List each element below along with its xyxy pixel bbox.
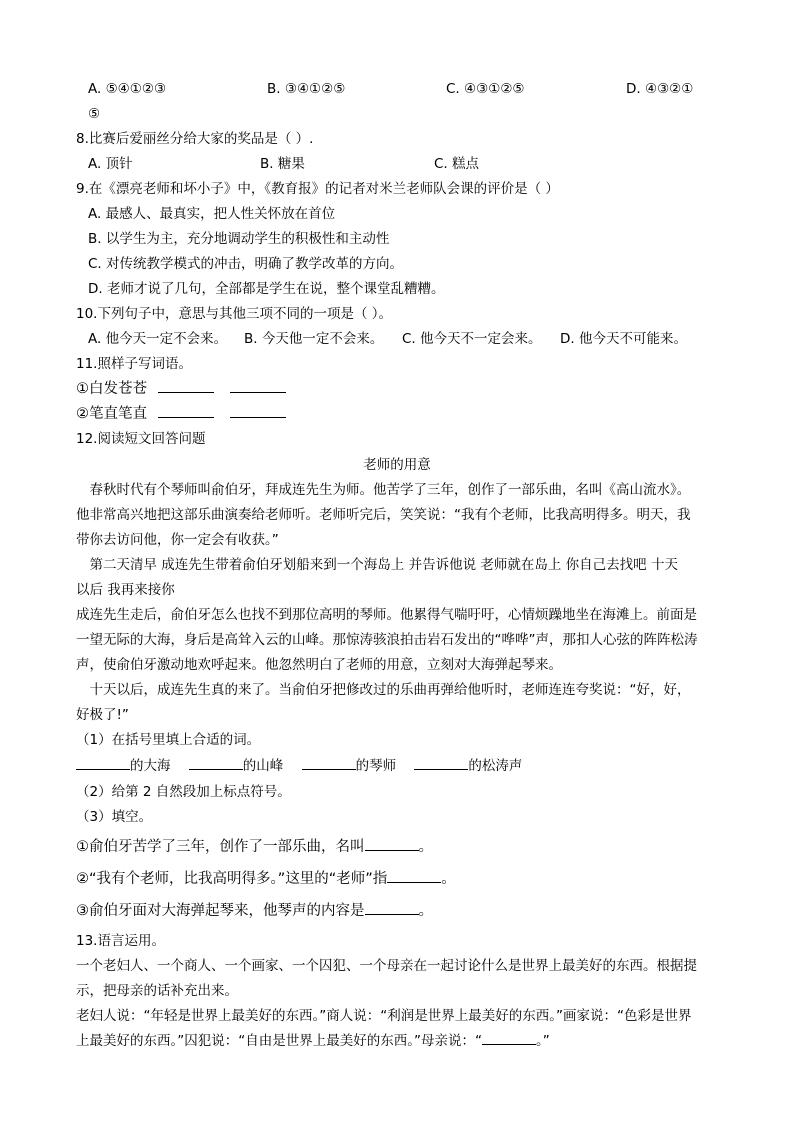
q7-option-a: A. ⑤④①②③ [88,81,167,97]
q13-stem: 13.语言运用。 [76,933,165,949]
passage-title: 老师的用意 [363,457,431,473]
q12-sub1: （1）在括号里填上合适的词。 [76,732,261,748]
q12-fill-2-end: 。 [441,871,456,887]
q12-fill-3 [76,902,433,920]
passage-line: 以后 我再来接你 [76,582,175,598]
passage-line: 他非常高兴地把这部乐曲演奏给老师听。老师听完后，笑笑说：“我有个老师，比我高明得多。明天，我 [76,507,691,523]
q9-option-c: C. 对传统教学模式的冲击，明确了教学改革的方向。 [88,256,404,272]
answer-blank[interactable] [302,757,356,770]
passage-line: 春秋时代有个琴师叫俞伯牙，拜成连先生为师。他苦学了三年，创作了一部乐曲，名叫《高山流水》。 [76,482,691,498]
q13-last-line [76,1032,550,1050]
q12-fill-2 [76,870,456,888]
passage-line: 一望无际的大海，身后是高耸入云的山峰。那惊涛骇浪拍击岩石发出的“哗哗”声，那扣人心弦的阵阵松涛 [76,632,698,648]
q12-sub1-item: 的大海 [130,758,171,774]
q12-fill-3-text: ③俞伯牙面对大海弹起琴来，他琴声的内容是 [76,903,365,919]
q12-fill-3-end: 。 [418,903,433,919]
q11-item-1-label: ①白发苍苍 [76,381,147,397]
answer-blank[interactable] [158,380,214,393]
passage-line: 带你去访问他，你一定会有收获。” [76,532,279,548]
q12-stem: 12.阅读短文回答问题 [76,431,206,447]
answer-blank[interactable] [158,405,214,418]
answer-blank[interactable] [230,405,286,418]
answer-blank[interactable] [482,1032,536,1045]
q7-option-c: C. ④③①②⑤ [446,81,525,97]
q11-item-2 [76,405,286,423]
q7-option-b: B. ③④①②⑤ [267,81,346,97]
q9-option-a: A. 最感人、最真实，把人性关怀放在首位 [88,206,336,222]
q12-sub1-item: 的山峰 [242,758,284,774]
passage-line: 成连先生走后，俞伯牙怎么也找不到那位高明的琴师。他累得气喘吁吁，心情烦躁地坐在海滩上。前面是 [76,607,697,623]
answer-blank[interactable] [365,838,419,851]
q9-option-d: D. 老师才说了几句，全部都是学生在说，整个课堂乱糟糟。 [88,281,445,297]
q12-sub1-items [76,757,522,775]
q7-option-d: D. ④③②① [626,81,694,97]
q8-option-a: A. 顶针 [88,156,133,172]
answer-blank[interactable] [189,757,243,770]
q12-fill-1 [76,838,433,856]
q13-line: 示，把母亲的话补充出来。 [76,983,238,999]
q8-stem: 8.比赛后爱丽丝分给大家的奖品是（ ）. [76,131,314,147]
q12-sub2: （2）给第 2 自然段加上标点符号。 [76,784,291,800]
q12-sub1-item: 的松涛声 [468,758,523,774]
q12-fill-1-text: ①俞伯牙苦学了三年，创作了一部乐曲，名叫 [76,839,365,855]
q10-option-a: A. 他今天一定不会来。 [88,331,228,347]
q12-fill-2-text: ②“我有个老师，比我高明得多。”这里的“老师”指 [76,871,388,887]
passage-line: 声，使俞伯牙激动地欢呼起来。他忽然明白了老师的用意，立刻对大海弹起琴来。 [76,657,562,673]
q13-line: 上最美好的东西。”囚犯说：“自由是世界上最美好的东西。”母亲说：“ [76,1033,482,1049]
q11-item-2-label: ②笔直笔直 [76,406,147,422]
q10-stem: 10.下列句子中，意思与其他三项不同的一项是（ ）。 [76,306,393,322]
q12-sub1-item: 的琴师 [355,758,397,774]
answer-blank[interactable] [414,757,468,770]
q13-line: 老妇人说：“年轻是世界上最美好的东西。”商人说：“利润是世界上最美好的东西。”画家说：“色彩是世界 [76,1008,692,1024]
q7-option-d-wrap: ⑤ [88,106,101,122]
q9-stem: 9.在《漂亮老师和坏小子》中，《教育报》的记者对米兰老师队会课的评价是（ ） [76,181,559,197]
q12-sub3: （3）填空。 [76,809,153,825]
q13-line: 一个老妇人、一个商人、一个画家、一个囚犯、一个母亲在一起讨论什么是世界上最美好的东西。根据提 [76,958,697,974]
q12-fill-1-end: 。 [418,839,433,855]
answer-blank[interactable] [387,870,441,883]
q13-end: 。” [535,1033,550,1049]
q9-option-b: B. 以学生为主，充分地调动学生的积极性和主动性 [88,231,390,247]
answer-blank[interactable] [76,757,130,770]
answer-blank[interactable] [365,902,419,915]
q10-option-d: D. 他今天不可能来。 [560,331,687,347]
q10-option-c: C. 他今天不一定会来。 [402,331,542,347]
q8-option-c: C. 糕点 [434,156,480,172]
passage-line: 第二天清早 成连先生带着俞伯牙划船来到一个海岛上 并告诉他说 老师就在岛上 你自己去找吧 十天 [76,557,678,573]
q11-item-1 [76,380,286,398]
q10-option-b: B. 今天他一定不会来。 [244,331,384,347]
passage-line: 十天以后，成连先生真的来了。当俞伯牙把修改过的乐曲再弹给他听时，老师连连夸奖说：“好，好， [76,682,691,698]
q8-option-b: B. 糖果 [260,156,305,172]
passage-line: 好极了!” [76,707,129,723]
answer-blank[interactable] [230,380,286,393]
q11-stem: 11.照样子写词语。 [76,356,192,372]
